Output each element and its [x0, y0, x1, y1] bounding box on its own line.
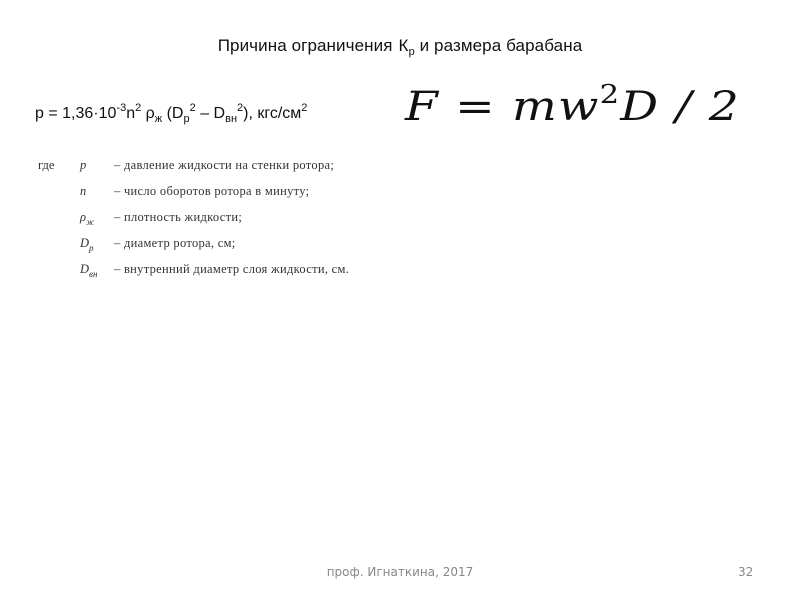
pressure-n: n: [126, 105, 136, 122]
pressure-minus: – D: [200, 105, 226, 122]
page-number: 32: [738, 565, 754, 579]
title-k: К: [398, 36, 409, 55]
pressure-exp-1: -3: [116, 102, 127, 114]
legend-text: – диаметр ротора, см;: [114, 236, 236, 250]
force-exp: 2: [599, 80, 621, 110]
pressure-open: (D: [166, 105, 184, 122]
pressure-exp-2: 2: [135, 102, 142, 114]
legend-symbol: $D_{вн}$: [80, 262, 98, 279]
pressure-dvn-sub: вн: [225, 113, 238, 125]
title-suffix: и размера барабана: [419, 36, 583, 55]
slide-title: [0, 36, 800, 58]
legend-symbol: $\rho_ж$: [80, 210, 95, 227]
force-rest: D / 2: [620, 84, 740, 130]
pressure-unit-exp: 2: [301, 102, 308, 114]
title-k-subscript: р: [408, 46, 415, 58]
pressure-rho-sub: ж: [154, 113, 163, 125]
footer-author: проф. Игнаткина, 2017: [326, 565, 474, 579]
legend-text: – плотность жидкости;: [114, 210, 243, 224]
force-equals: =: [438, 84, 513, 130]
force-lhs: F: [405, 84, 439, 130]
pressure-dp-exp: 2: [189, 102, 196, 114]
pressure-dvn-exp: 2: [237, 102, 244, 114]
pressure-lhs: p = 1,36·10: [35, 105, 117, 122]
pressure-dp-sub: р: [183, 113, 190, 125]
legend-text: – число оборотов ротора в минуту;: [114, 184, 310, 198]
legend-text: – давление жидкости на стенки ротора;: [114, 158, 335, 172]
pressure-formula: [35, 102, 307, 125]
legend-text: – внутренний диаметр слоя жидкости, см.: [114, 262, 350, 276]
legend-where: где: [38, 158, 55, 172]
title-prefix: Причина ограничения: [217, 36, 393, 55]
legend-symbol: n: [80, 184, 87, 198]
legend-symbol: $D_р$: [80, 236, 94, 253]
force-formula: [405, 80, 740, 130]
legend-symbol: p: [80, 158, 87, 172]
pressure-rho: ρ: [145, 105, 155, 122]
pressure-close: ), кгс/см: [243, 105, 302, 122]
force-mw: mw: [512, 84, 600, 130]
